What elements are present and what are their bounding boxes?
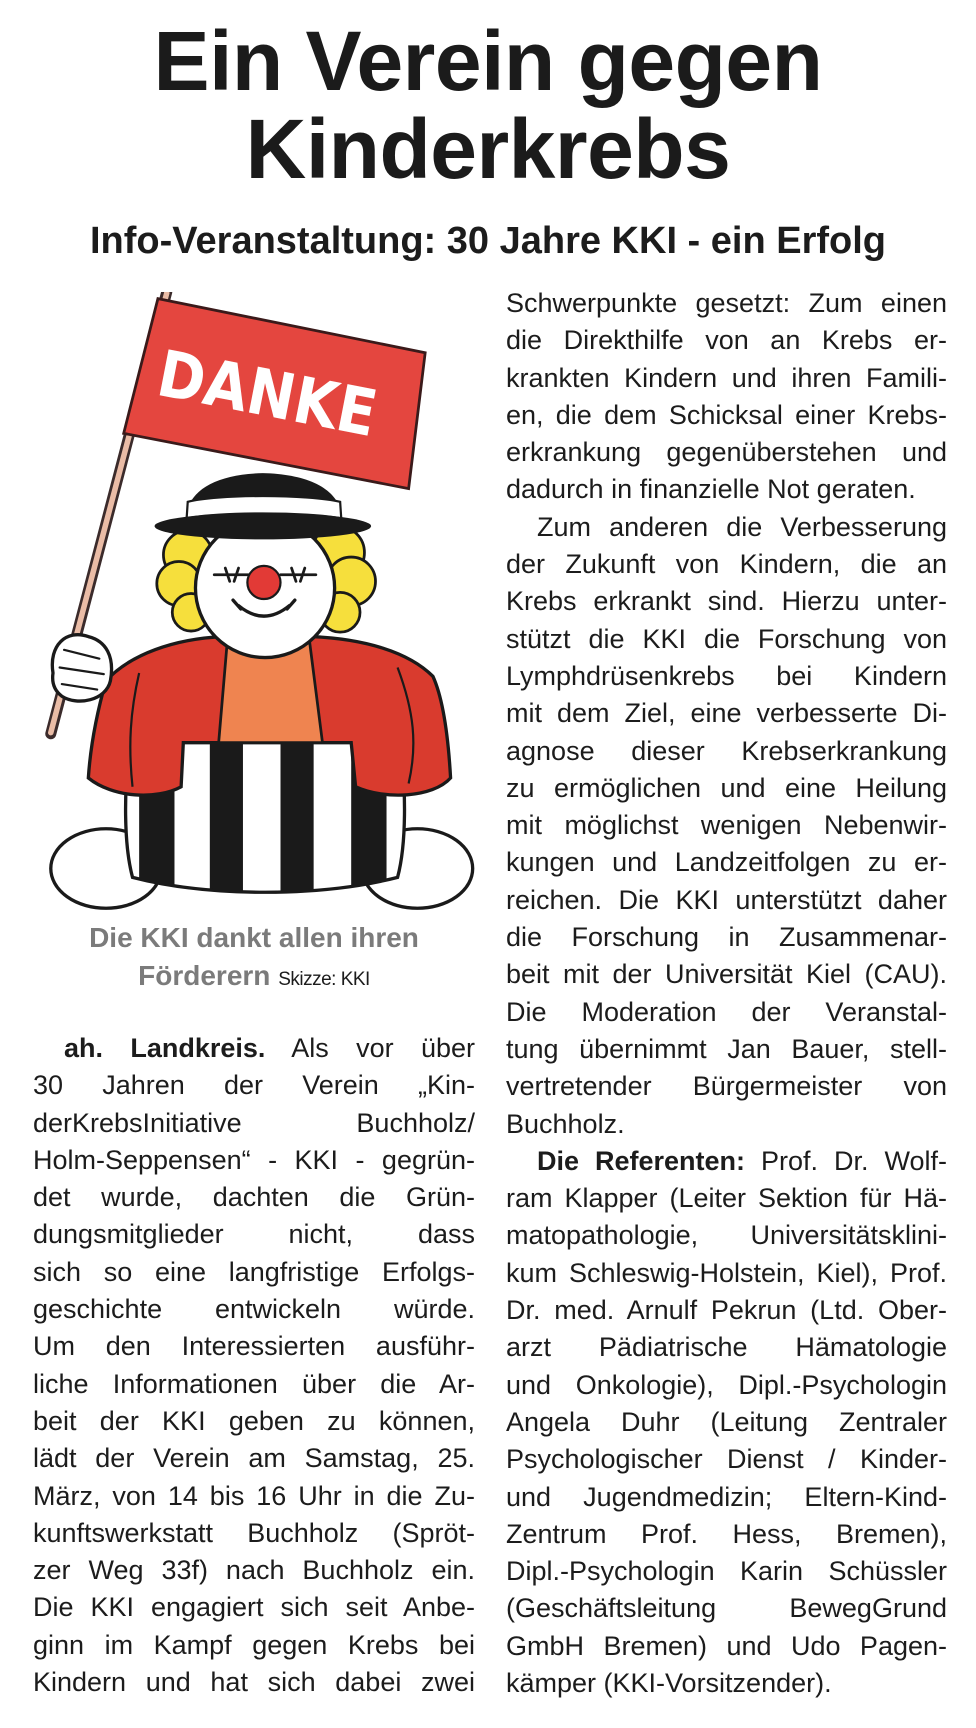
line-text: 30 Jahren der Verein „Kin- — [33, 1070, 475, 1101]
line-text: Um den Interessierten ausführ- — [33, 1331, 475, 1362]
pants-stripe — [281, 734, 314, 911]
line-text: dadurch in finanzielle Not geraten. — [506, 474, 916, 505]
line-text: Die Moderation der Veranstal- — [506, 996, 947, 1027]
text-line — [506, 807, 947, 844]
line-text: Psychologischer Dienst / Kinder- — [506, 1444, 947, 1475]
text-line — [506, 509, 947, 546]
text-line — [506, 1292, 947, 1329]
line-text: März, von 14 bis 16 Uhr in die Zu- — [33, 1480, 475, 1511]
line-text: sich so eine langfristige Erfolgs- — [33, 1256, 475, 1287]
text-line — [506, 1031, 947, 1068]
text-line — [33, 1179, 475, 1216]
clown-hat — [155, 473, 371, 539]
text-line — [506, 658, 947, 695]
lead-in: Die Referenten: — [537, 1145, 746, 1176]
text-line — [506, 919, 947, 956]
text-line — [33, 1254, 475, 1291]
text-line — [506, 1068, 947, 1105]
text-line — [506, 583, 947, 620]
line-text: (Geschäftsleitung BewegGrund — [506, 1593, 947, 1624]
line-text: ginn im Kampf gegen Krebs bei — [33, 1629, 475, 1660]
text-line — [506, 1404, 947, 1441]
text-line — [33, 1589, 475, 1626]
text-line — [33, 1291, 475, 1328]
text-line — [506, 1255, 947, 1292]
line-text: zer Weg 33f) nach Buchholz ein. — [33, 1555, 475, 1586]
line-text: Prof. Dr. Wolf- — [761, 1145, 947, 1176]
line-text: erkrankung gegenüberstehen und — [506, 437, 947, 468]
line-text: der Zukunft von Kindern, die an — [506, 549, 947, 580]
line-text: beit mit der Universität Kiel (CAU). — [506, 959, 947, 990]
line-text: und Onkologie), Dipl.-Psychologin — [506, 1369, 947, 1400]
line-text: Schwerpunkte gesetzt: Zum einen — [506, 288, 947, 318]
line-text: mit dem Ziel, eine verbesserte Di- — [506, 698, 947, 729]
clown-hand — [52, 635, 111, 701]
text-line — [33, 1030, 475, 1067]
text-line — [33, 1664, 475, 1701]
text-line — [506, 1106, 947, 1143]
line-text: die Forschung in Zusammenar- — [506, 922, 947, 953]
text-line — [33, 1403, 475, 1440]
line-text: reichen. Die KKI unterstützt daher — [506, 884, 947, 915]
text-line — [506, 1516, 947, 1553]
line-text: Angela Duhr (Leitung Zentraler — [506, 1406, 947, 1437]
line-text: kunftswerkstatt Buchholz (Spröt- — [33, 1517, 475, 1548]
text-line — [506, 1628, 947, 1665]
line-text: Dr. med. Arnulf Pekrun (Ltd. Ober- — [506, 1295, 947, 1326]
text-line — [506, 360, 947, 397]
line-text: Lymphdrüsenkrebs bei Kindern — [506, 660, 947, 691]
line-text: vertretender Bürgermeister von — [506, 1071, 947, 1102]
line-text: stützt die KKI die Forschung von — [506, 623, 947, 654]
line-text: Zentrum Prof. Hess, Bremen), — [506, 1518, 947, 1549]
line-text: geschichte entwickeln würde. — [33, 1294, 475, 1325]
line-text: ram Klapper (Leiter Sektion für Hä- — [506, 1183, 947, 1214]
line-text: arzt Pädiatrische Hämatologie — [506, 1332, 947, 1363]
line-text: tung übernimmt Jan Bauer, stell- — [506, 1033, 947, 1064]
text-line — [506, 546, 947, 583]
article-column-left — [33, 1030, 475, 1701]
image-credit: Skizze: KKI — [278, 969, 370, 990]
line-text: Krebs erkrankt sind. Hierzu unter- — [506, 586, 947, 617]
line-text: dungsmitglieder nicht, dass — [33, 1219, 475, 1250]
text-line — [506, 733, 947, 770]
line-text: Buchholz. — [506, 1108, 625, 1139]
caption-line-1: Die KKI dankt allen ihren — [89, 922, 419, 953]
line-text: mit möglichst wenigen Nebenwir- — [506, 810, 947, 841]
article-column-right — [506, 285, 947, 1702]
text-line — [506, 434, 947, 471]
line-text: matopathologie, Universitätsklini- — [506, 1220, 947, 1251]
line-text: krankten Kindern und ihren Famili- — [506, 362, 947, 393]
text-line — [33, 1552, 475, 1589]
text-line — [33, 1440, 475, 1477]
clown-nose — [247, 566, 280, 599]
text-line — [33, 1328, 475, 1365]
headline-line-2: Kinderkrebs — [245, 102, 731, 196]
text-line — [506, 844, 947, 881]
text-line — [33, 1515, 475, 1552]
line-text: kungen und Landzeitfolgen zu er- — [506, 847, 947, 878]
line-text: lädt der Verein am Samstag, 25. — [33, 1443, 475, 1474]
text-line — [506, 695, 947, 732]
text-line — [506, 956, 947, 993]
text-line — [506, 285, 947, 322]
illustration-caption — [33, 919, 475, 999]
text-line — [33, 1105, 475, 1142]
text-line — [33, 1067, 475, 1104]
line-text: Als vor über — [291, 1033, 475, 1063]
line-text: Kindern und hat sich dabei zwei — [33, 1667, 475, 1698]
pants-stripe — [210, 734, 243, 911]
text-line — [506, 882, 947, 919]
text-line — [506, 1217, 947, 1254]
text-line — [33, 1142, 475, 1179]
line-text: beit der KKI geben zu können, — [33, 1405, 475, 1436]
line-text: GmbH Bremen) und Udo Pagen- — [506, 1630, 947, 1661]
clown-illustration — [33, 292, 475, 916]
text-line — [33, 1478, 475, 1515]
subheadline: Info-Veranstaltung: 30 Jahre KKI - ein Erfolg — [89, 220, 886, 262]
text-line — [506, 397, 947, 434]
text-line — [506, 1553, 947, 1590]
line-text: Holm-Seppensen“ - KKI - gegrün- — [33, 1144, 475, 1175]
line-text: derKrebsInitiative Buchholz/ — [33, 1107, 475, 1138]
lead-in: ah. Landkreis. — [64, 1033, 266, 1063]
text-line — [506, 1180, 947, 1217]
text-line — [33, 1216, 475, 1253]
text-line — [33, 1627, 475, 1664]
headline-line-1: Ein Verein gegen — [153, 14, 823, 108]
text-line — [506, 1143, 947, 1180]
text-line — [506, 1441, 947, 1478]
line-text: kum Schleswig-Holstein, Kiel), Prof. — [506, 1257, 947, 1288]
flag-lettering: DANKE — [151, 337, 411, 458]
line-text: die Direkthilfe von an Krebs er- — [506, 325, 947, 356]
hat-brim — [155, 513, 371, 540]
line-text: liche Informationen über die Ar- — [33, 1368, 475, 1399]
text-line — [506, 994, 947, 1031]
flag — [124, 299, 426, 489]
line-text: Die KKI engagiert sich seit Anbe- — [33, 1592, 475, 1623]
text-line — [506, 621, 947, 658]
headline — [0, 14, 976, 196]
text-line — [506, 322, 947, 359]
caption-line-2 — [33, 957, 475, 999]
text-line — [33, 1366, 475, 1403]
text-line — [506, 1590, 947, 1627]
caption-text: Förderern — [138, 960, 271, 991]
text-line — [506, 1665, 947, 1702]
line-text: det wurde, dachten die Grün- — [33, 1182, 475, 1213]
text-line — [506, 1367, 947, 1404]
text-line — [506, 1479, 947, 1516]
text-line — [506, 770, 947, 807]
line-text: agnose dieser Krebserkrankung — [506, 735, 947, 766]
line-text: Dipl.-Psychologin Karin Schüssler — [506, 1556, 947, 1587]
line-text: und Jugendmedizin; Eltern-Kind- — [506, 1481, 947, 1512]
line-text: zu ermöglichen und eine Heilung — [506, 772, 947, 803]
text-line — [506, 1329, 947, 1366]
text-line — [506, 471, 947, 508]
line-text: Zum anderen die Verbesserung — [537, 511, 947, 542]
line-text: kämper (KKI-Vorsitzender). — [506, 1667, 832, 1698]
line-text: en, die dem Schicksal einer Krebs- — [506, 399, 947, 430]
